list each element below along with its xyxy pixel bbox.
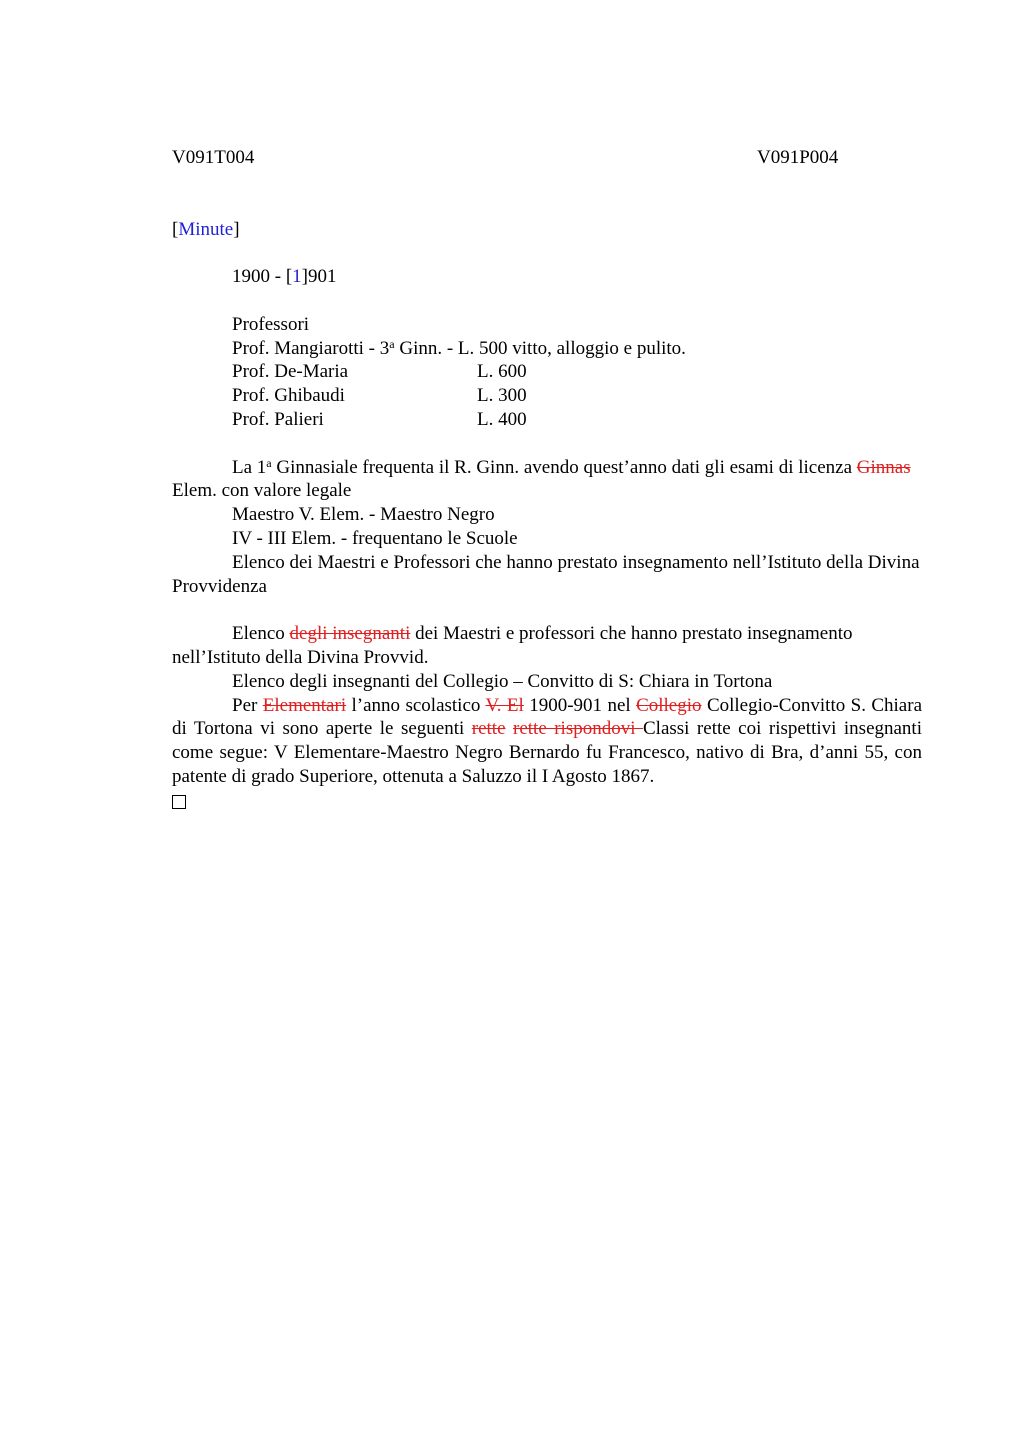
square-box-icon	[172, 795, 186, 809]
deleted-text: Collegio	[636, 694, 702, 716]
document-code-right: V091P004	[757, 147, 839, 168]
deleted-text: degli insegnanti	[289, 623, 411, 645]
line-maestro: Maestro V. Elem. - Maestro Negro	[232, 504, 495, 526]
header-codes	[172, 146, 922, 170]
deleted-text: Ginnas	[856, 456, 911, 478]
paragraph-elenco-maestri: Elenco dei Maestri e Professori che hanno prestato insegnamento nell’Istituto della Divina Provvidenza	[172, 551, 920, 597]
professor-row	[232, 384, 922, 408]
professor-amount: L. 600	[477, 361, 527, 383]
deleted-text: rette	[471, 718, 506, 740]
section-label: [Minute]	[172, 218, 240, 240]
end-marker	[172, 789, 922, 816]
professor-mangiarotti: Prof. Mangiarotti - 3$^a$ Ginn. - L. 500 vitto, alloggio e pulito.	[232, 336, 686, 359]
paragraph-ginnasiale: La 1$^a$ Ginnasiale frequenta il R. Ginn. avendo quest’anno dati gli esami di licenza Ginnas Elem. con valore legale	[172, 455, 911, 502]
document-code-left: V091T004	[172, 147, 255, 168]
professor-amount: L. 300	[477, 385, 527, 407]
professor-name: Prof. De-Maria	[232, 361, 349, 383]
professor-row	[232, 408, 922, 432]
deleted-text: rette rispondovi	[513, 718, 643, 740]
professors-heading: Professori	[232, 313, 310, 335]
section-label-text: Minute	[178, 218, 234, 240]
professor-amount: L. 400	[477, 408, 527, 430]
document-page	[172, 146, 922, 816]
paragraph-elenco-collegio: Elenco degli insegnanti del Collegio – Convitto di S: Chiara in Tortona	[232, 670, 773, 692]
professor-row	[232, 360, 922, 384]
deleted-text: Elementari	[262, 694, 347, 716]
line-iv-iii: IV - III Elem. - frequentano le Scuole	[232, 527, 518, 549]
professor-name: Prof. Ghibaudi	[232, 385, 345, 407]
year-line: 1900 - [1]901	[232, 266, 337, 288]
professor-name: Prof. Palieri	[232, 408, 324, 430]
year-inserted-digit: 1	[292, 266, 302, 288]
professors-list	[172, 313, 922, 432]
paragraph-anno-scolastico: Per Elementari l’anno scolastico V. El 1900-901 nel Collegio Collegio-Convitto S. Chiara di Tortona vi sono aperte le seguenti rette rette rispondovi Classi rette coi rispettivi insegnanti come segue: V Elementare-Maestro Negro Bernardo fu Francesco, nativo di Bra, d’anni 55, con patente di grado Superiore, ottenuta a Saluzzo il I Agosto 1867.	[172, 694, 923, 787]
paragraph-elenco-insegnanti: Elenco degli insegnanti dei Maestri e professori che hanno prestato insegnamento nell’Istituto della Divina Provvid.	[172, 623, 853, 668]
deleted-text: V. El	[485, 694, 524, 716]
